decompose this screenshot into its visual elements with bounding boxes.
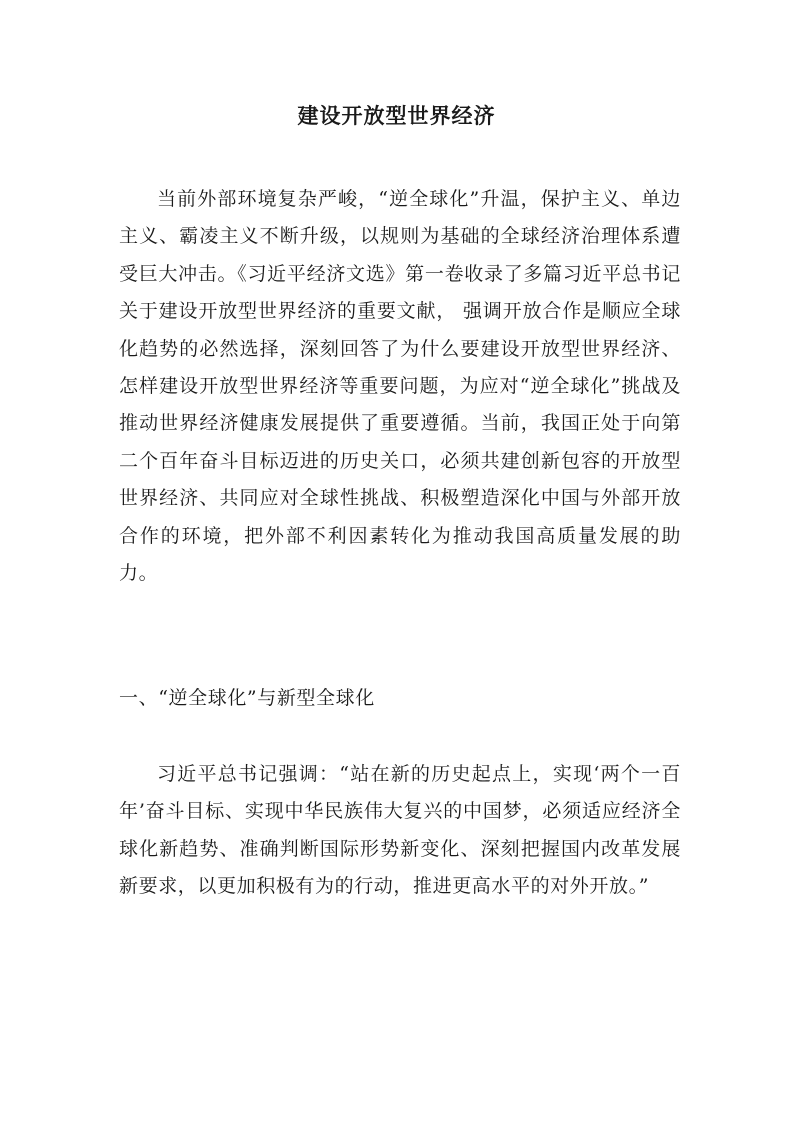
section-heading: 一、“逆全球化”与新型全球化 xyxy=(119,687,375,709)
document-title: 建设开放型世界经济 xyxy=(297,103,496,128)
intro-paragraph: 当前外部环境复杂严峻，“逆全球化”升温，保护主义、单边主义、霸凌主义不断升级，以规则为基础的全球经济治理体系遭受巨大冲击。《习近平经济文选》第一卷收录了多篇习近平总书记关于建设开放型世界经济的重要文献， 强调开放合作是顺应全球化趋势的必然选择，深刻回答了为什么要建设开放型世界经济、怎样建设开放型世界经济等重要问题，为应对“逆全球化”挑战及推动世界经济健康发展提供了重要遵循。当前，我国正处于向第二个百年奋斗目标迈进的历史关口，必须共建创新包容的开放型世界经济、共同应对全球性挑战、积极塑造深化中国与外部开放合作的环境，把外部不利因素转化为推动我国高质量发展的助力。 xyxy=(119,188,681,585)
section-paragraph: 习近平总书记强调：“站在新的历史起点上，实现‘两个一百年’奋斗目标、实现中华民族伟大复兴的中国梦，必须适应经济全球化新趋势、准确判断国际形势新变化、深刻把握国内改革发展新要求，以更加积极有为的行动，推进更高水平的对外开放。” xyxy=(119,763,681,898)
